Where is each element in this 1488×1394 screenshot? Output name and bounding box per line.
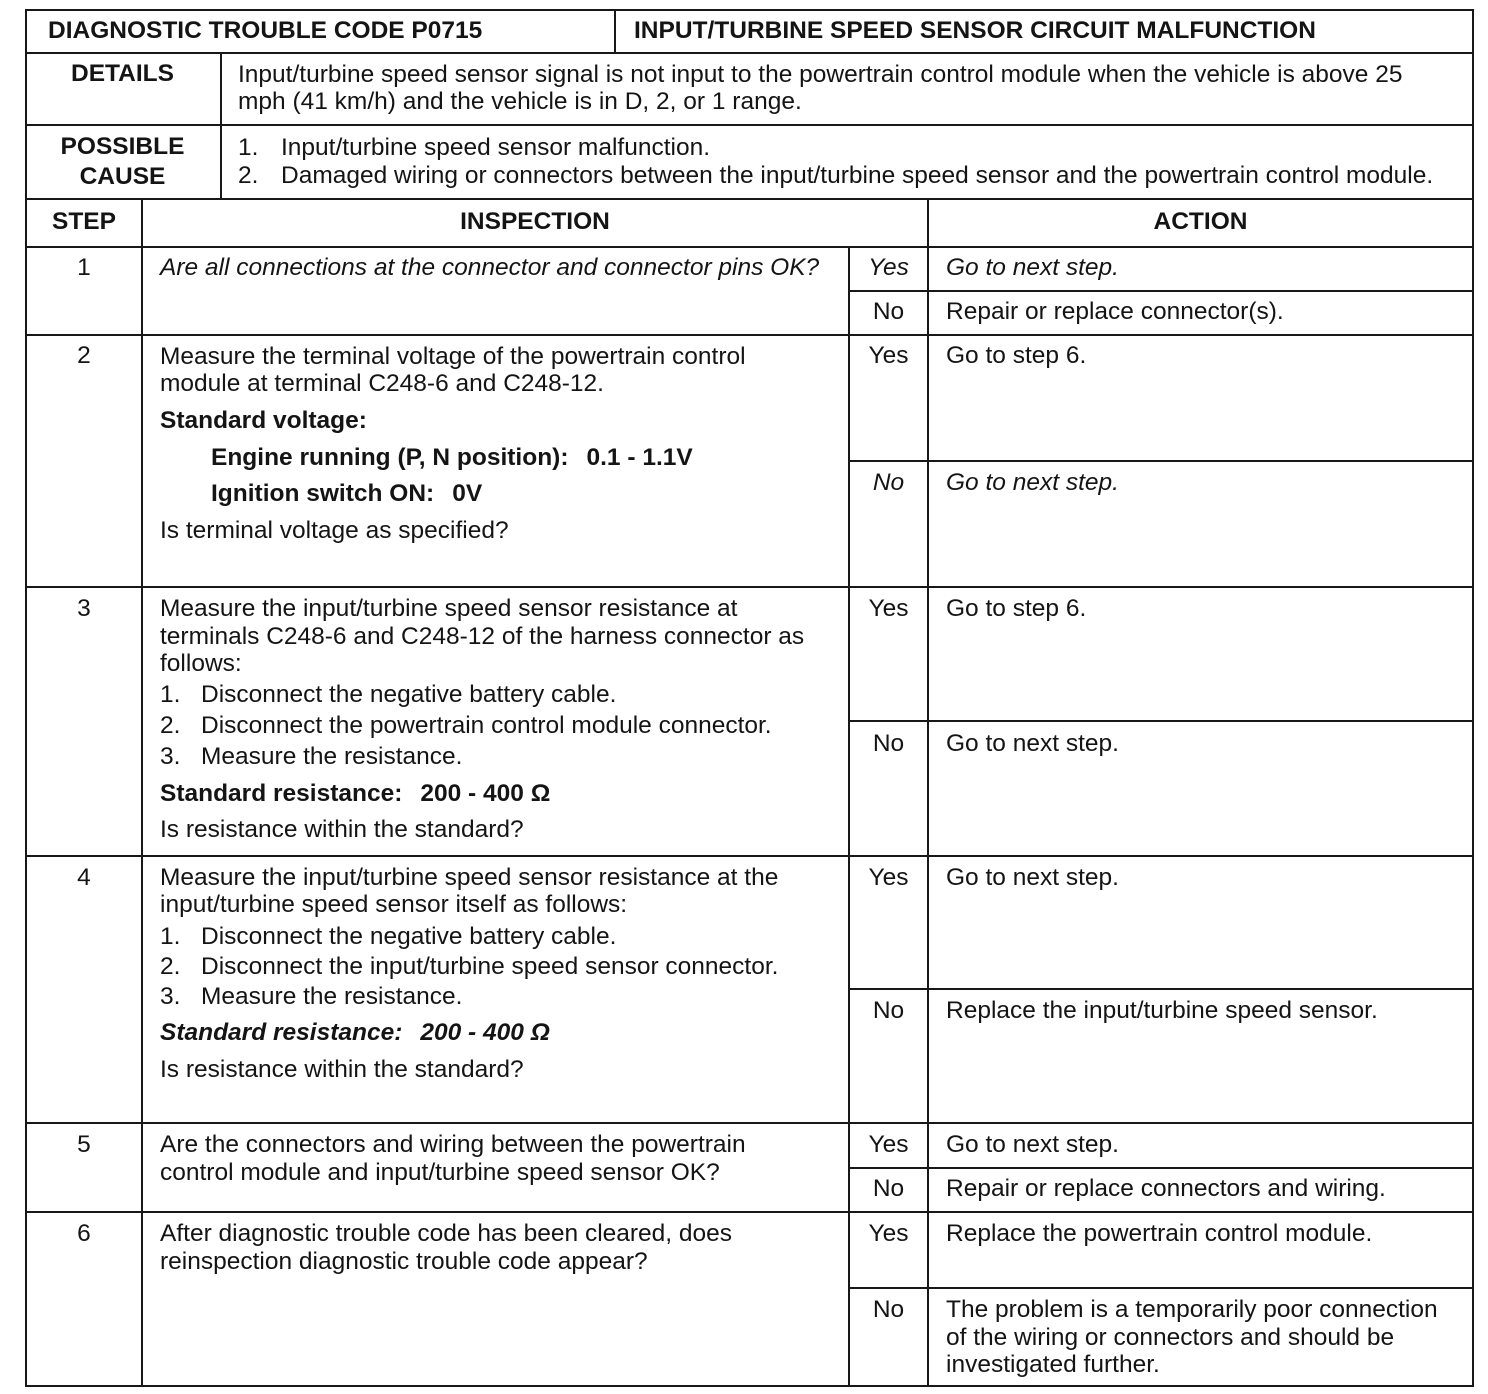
spec-value: 0V (452, 480, 483, 507)
no-action: Replace the input/turbine speed sensor. (946, 997, 1378, 1024)
no-label: No (872, 730, 905, 757)
cause-item-number: 1. (238, 134, 259, 161)
no-action: Go to next step. (946, 730, 1119, 757)
trouble-code: DIAGNOSTIC TROUBLE CODE P0715 (48, 17, 483, 44)
no-label: No (872, 1296, 905, 1323)
yes-action: Go to next step. (946, 1131, 1119, 1158)
spec-line (211, 444, 693, 471)
spec-line (160, 1019, 550, 1046)
no-label: No (872, 997, 905, 1024)
no-action: of the wiring or connectors and should be (946, 1324, 1395, 1351)
spec-line (160, 780, 550, 807)
spec-value: 200 - 400 Ω (420, 1019, 550, 1046)
details-line: mph (41 km/h) and the vehicle is in D, 2, or 1 range. (238, 88, 802, 115)
yes-label: Yes (868, 1220, 909, 1247)
step-number: 4 (77, 864, 91, 891)
inspection-column-header: INSPECTION (460, 208, 610, 235)
procedure-text: Disconnect the powertrain control module connector. (201, 712, 772, 739)
yes-action: Go to step 6. (946, 595, 1087, 622)
cause-item-text: Damaged wiring or connectors between the input/turbine speed sensor and the powertrain control module. (281, 162, 1434, 189)
procedure-number: 3. (160, 983, 181, 1010)
procedure-number: 2. (160, 953, 181, 980)
no-action: The problem is a temporarily poor connection (946, 1296, 1438, 1323)
no-action: Repair or replace connector(s). (946, 298, 1284, 325)
spec-label: Ignition switch ON: (211, 480, 435, 507)
spec-line (211, 480, 482, 507)
procedure-text: Disconnect the negative battery cable. (201, 923, 617, 950)
inspection-line: input/turbine speed sensor itself as follows: (160, 891, 628, 918)
procedure-number: 1. (160, 923, 181, 950)
step-number-cell (25, 334, 143, 588)
inspection-line: follows: (160, 650, 242, 677)
page-title: INPUT/TURBINE SPEED SENSOR CIRCUIT MALFUNCTION (634, 17, 1316, 44)
yes-action: Go to step 6. (946, 342, 1087, 369)
step-column-header: STEP (52, 208, 116, 235)
yes-label: Yes (868, 342, 909, 369)
spec-label: Standard resistance: (160, 780, 403, 807)
no-label: No (872, 298, 905, 325)
no-action: investigated further. (946, 1351, 1160, 1378)
step-number: 6 (77, 1220, 91, 1247)
inspection-line: Measure the terminal voltage of the powertrain control (160, 343, 746, 370)
details-line: Input/turbine speed sensor signal is not input to the powertrain control module when the vehicle is above 25 (238, 61, 1403, 88)
inspection-line: terminals C248-6 and C248-12 of the harness connector as (160, 623, 805, 650)
procedure-number: 1. (160, 681, 181, 708)
cause-label-line: POSSIBLE (60, 133, 185, 160)
spec-value: 0.1 - 1.1V (586, 444, 693, 471)
procedure-text: Disconnect the input/turbine speed sensor connector. (201, 953, 779, 980)
procedure-number: 2. (160, 712, 181, 739)
inspection-line: After diagnostic trouble code has been cleared, does (160, 1220, 733, 1247)
yes-label: Yes (868, 254, 909, 281)
spec-title: Standard voltage: (160, 407, 367, 434)
inspection-line: Measure the input/turbine speed sensor resistance at (160, 595, 738, 622)
cause-label-line: CAUSE (79, 163, 166, 190)
no-action: Repair or replace connectors and wiring. (946, 1175, 1386, 1202)
inspection-question: Is resistance within the standard? (160, 1056, 524, 1083)
no-label: No (872, 1175, 905, 1202)
yes-label: Yes (868, 864, 909, 891)
spec-label: Engine running (P, N position): (211, 444, 569, 471)
procedure-text: Disconnect the negative battery cable. (201, 681, 617, 708)
inspection-line: Are all connections at the connector and connector pins OK? (160, 254, 820, 281)
action-column-header: ACTION (1153, 208, 1248, 235)
cause-item-text: Input/turbine speed sensor malfunction. (281, 134, 711, 161)
procedure-number: 3. (160, 743, 181, 770)
yes-action: Go to next step. (946, 254, 1119, 281)
procedure-text: Measure the resistance. (201, 983, 463, 1010)
inspection-line: reinspection diagnostic trouble code appear? (160, 1248, 648, 1275)
inspection-line: Are the connectors and wiring between the powertrain (160, 1131, 746, 1158)
no-action: Go to next step. (946, 469, 1119, 496)
yes-action: Replace the powertrain control module. (946, 1220, 1373, 1247)
cause-item-number: 2. (238, 162, 259, 189)
yes-action: Go to next step. (946, 864, 1119, 891)
details-label: DETAILS (71, 60, 174, 87)
step-number: 3 (77, 595, 91, 622)
step-number: 1 (77, 254, 91, 281)
step-number: 2 (77, 342, 91, 369)
inspection-question: Is resistance within the standard? (160, 816, 524, 843)
inspection-question: Is terminal voltage as specified? (160, 517, 509, 544)
procedure-text: Measure the resistance. (201, 743, 463, 770)
step-number-cell (25, 855, 143, 1124)
spec-label: Standard resistance: (160, 1019, 403, 1046)
step-number: 5 (77, 1131, 91, 1158)
yes-label: Yes (868, 1131, 909, 1158)
spec-value: 200 - 400 Ω (420, 780, 551, 807)
inspection-line: control module and input/turbine speed sensor OK? (160, 1159, 720, 1186)
step-number-cell (25, 586, 143, 857)
no-label: No (872, 469, 905, 496)
inspection-line: module at terminal C248-6 and C248-12. (160, 370, 604, 397)
yes-label: Yes (868, 595, 909, 622)
inspection-line: Measure the input/turbine speed sensor resistance at the (160, 864, 779, 891)
